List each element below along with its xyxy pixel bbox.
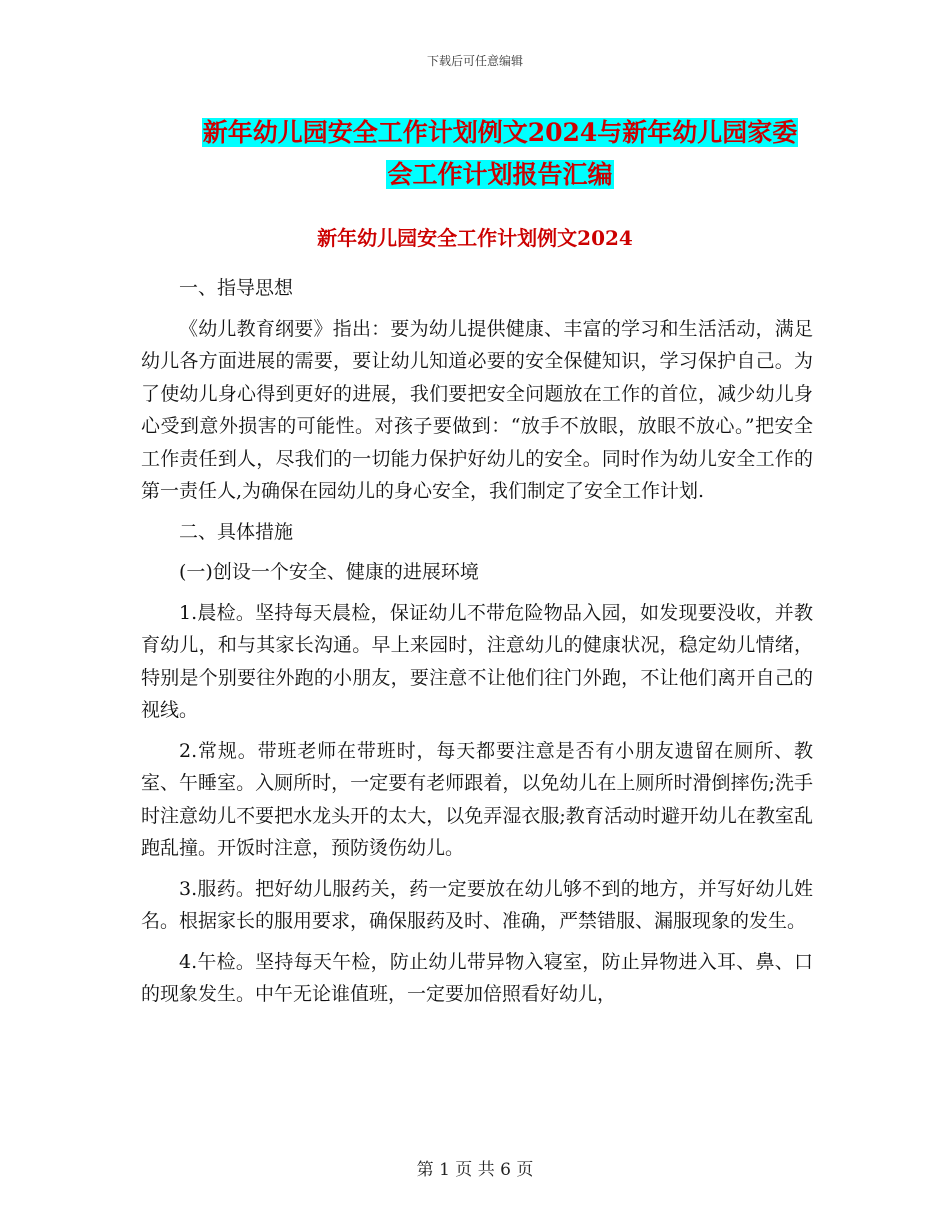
document-title-line-1: 新年幼儿园安全工作计划例文2024与新年幼儿园家委 xyxy=(202,118,798,147)
heading-guiding-thought: 一、指导思想 xyxy=(179,277,294,299)
document-title xyxy=(140,112,860,196)
paragraph-routine: 2.常规。带班老师在带班时，每天都要注意是否有小朋友遗留在厕所、教室、午睡室。入厕所时，一定要有老师跟着，以免幼儿在上厕所时滑倒摔伤;洗手时注意幼儿不要把水龙头开的太大，以免弄湿衣服;教育活动时避开幼儿在教室乱跑乱撞。开饭时注意，预防烫伤幼儿。 xyxy=(141,739,813,859)
paragraph-medication: 3.服药。把好幼儿服药关，药一定要放在幼儿够不到的地方，并写好幼儿姓名。根据家长的服用要求，确保服药及时、准确，严禁错服、漏服现象的发生。 xyxy=(141,877,813,932)
heading-specific-measures: 二、具体措施 xyxy=(179,520,294,543)
paragraph-guiding-thought: 《幼儿教育纲要》指出：要为幼儿提供健康、丰富的学习和生活活动，满足幼儿各方面进展的需要，要让幼儿知道必要的安全保健知识，学习保护自己。为了使幼儿身心得到更好的进展，我们要把安全问题放在工作的首位，减少幼儿身心受到意外损害的可能性。对孩子要做到：“放手不放眼，放眼不放心。”把安全工作责任到人，尽我们的一切能力保护好幼儿的安全。同时作为幼儿安全工作的第一责任人,为确保在园幼儿的身心安全，我们制定了安全工作计划. xyxy=(141,317,813,502)
subheading-environment: (一)创设一个安全、健康的进展环境 xyxy=(179,561,479,583)
paragraph-morning-check: 1.晨检。坚持每天晨检，保证幼儿不带危险物品入园，如发现要没收，并教育幼儿，和与其家长沟通。早上来园时，注意幼儿的健康状况，稳定幼儿情绪，特别是个别要往外跑的小朋友，要注意不让他们往门外跑，不让他们离开自己的视线。 xyxy=(141,601,813,721)
paragraph-noon-check: 4.午检。坚持每天午检，防止幼儿带异物入寝室，防止异物进入耳、鼻、口的现象发生。中午无论谁值班，一定要加倍照看好幼儿， xyxy=(141,950,813,1005)
page-footer: 第 1 页 共 6 页 xyxy=(416,1160,534,1180)
section-title: 新年幼儿园安全工作计划例文2024 xyxy=(317,226,633,250)
document-title-line-2: 会工作计划报告汇编 xyxy=(387,160,613,189)
body-text xyxy=(141,272,813,1011)
header-note: 下载后可任意编辑 xyxy=(426,54,523,68)
